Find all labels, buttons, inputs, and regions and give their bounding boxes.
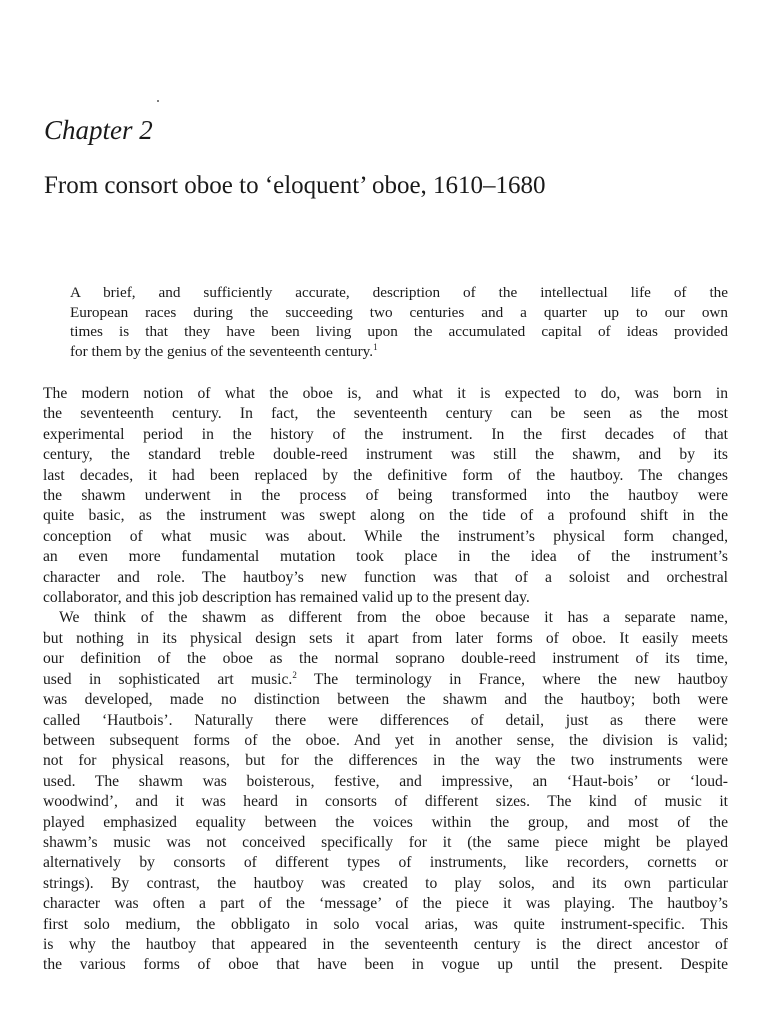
body-text: [43, 384, 728, 976]
body-line: last decades, it had been replaced by the definitive form of the hautboy. The changes: [43, 466, 728, 484]
stray-print-mark: [157, 100, 159, 102]
footnote-reference: 2: [292, 669, 297, 680]
body-line-segment: The terminology in France, where the new hautboy: [296, 670, 728, 688]
body-line: is why the hautboy that appeared in the seventeenth century is the direct ancestor of: [43, 935, 728, 953]
body-line: the seventeenth century. In fact, the seventeenth century can be seen as the most: [43, 405, 728, 423]
epigraph-line: European races during the succeeding two centuries and a quarter up to our own: [70, 303, 728, 321]
body-line: character was often a part of the ‘message’ of the piece it was playing. The hautboy’s: [43, 895, 728, 913]
body-line: alternatively by consorts of different types of instruments, like recorders, cornetts or: [43, 854, 728, 872]
footnote-reference: 1: [373, 341, 378, 352]
body-line: quite basic, as the instrument was swept along on the tide of a profound shift in the: [43, 507, 728, 525]
epigraph-line-last: [70, 342, 728, 362]
epigraph-line: A brief, and sufficiently accurate, description of the intellectual life of the: [70, 284, 728, 301]
body-line-segment: used in sophisticated art music.: [43, 670, 293, 688]
body-line-with-footnote: [43, 670, 728, 690]
epigraph-line: times is that they have been living upon the accumulated capital of ideas provided: [70, 323, 728, 341]
body-line: The modern notion of what the oboe is, and what it is expected to do, was born in: [43, 385, 728, 402]
body-line: woodwind’, and it was heard in consorts of different sizes. The kind of music it: [43, 793, 728, 811]
body-line: called ‘Hautbois’. Naturally there were differences of detail, just as there were: [43, 711, 728, 729]
body-line: between subsequent forms of the oboe. And yet in another sense, the division is valid;: [43, 731, 728, 749]
chapter-title: From consort oboe to ‘eloquent’ oboe, 1610–1680: [44, 172, 546, 199]
body-line: shawm’s music was not conceived specifically for it (the same piece might be played: [43, 833, 728, 851]
body-line: collaborator, and this job description has remained valid up to the present day.: [43, 589, 530, 607]
body-line: not for physical reasons, but for the differences in the way the two instruments were: [43, 752, 728, 770]
body-line: first solo medium, the obbligato in solo vocal arias, was quite instrument-specific. This: [43, 915, 728, 933]
body-line: century, the standard treble double-reed instrument was still the shawm, and by its: [43, 446, 728, 464]
chapter-label: Chapter 2: [44, 115, 153, 145]
body-line: played emphasized equality between the voices within the group, and most of the: [43, 813, 728, 831]
body-line: an even more fundamental mutation took place in the idea of the instrument’s: [43, 548, 728, 566]
body-line: strings). By contrast, the hautboy was created to play solos, and its own particular: [43, 874, 728, 892]
body-line: conception of what music was about. While the instrument’s physical form changed,: [43, 527, 728, 545]
epigraph-line: for them by the genius of the seventeenth century.: [70, 342, 374, 360]
body-line: was developed, made no distinction between the shawm and the hautboy; both were: [43, 691, 728, 709]
body-line: We think of the shawm as different from the oboe because it has a separate name,: [59, 609, 728, 627]
body-line: character and role. The hautboy’s new function was that of a soloist and orchestral: [43, 568, 728, 586]
epigraph-quote: [70, 283, 728, 361]
body-line: used. The shawm was boisterous, festive, and impressive, an ‘Haut-bois’ or ‘loud-: [43, 772, 728, 790]
body-line: the shawm underwent in the process of being transformed into the hautboy were: [43, 487, 728, 505]
body-line: but nothing in its physical design sets it apart from later forms of oboe. It easily meets: [43, 629, 728, 647]
body-line: our definition of the oboe as the normal soprano double-reed instrument of its time,: [43, 650, 728, 668]
body-line: the various forms of oboe that have been in vogue up until the present. Despite: [43, 956, 728, 974]
body-line: experimental period in the history of the instrument. In the first decades of that: [43, 425, 728, 443]
